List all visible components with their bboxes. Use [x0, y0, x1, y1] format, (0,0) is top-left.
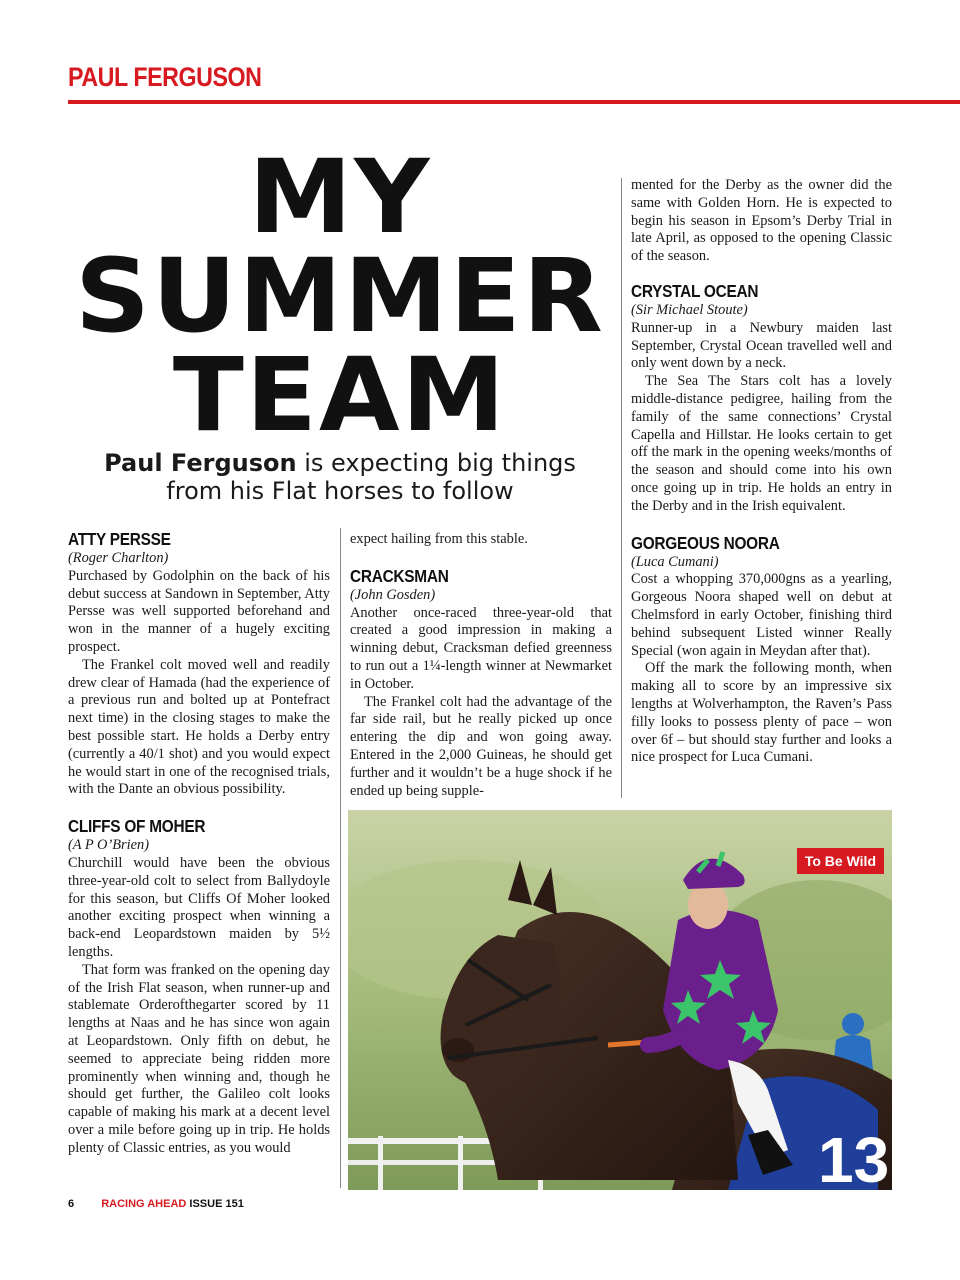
- headline-line: MY: [248, 138, 432, 257]
- standfirst-line-1: is expecting big things: [304, 449, 576, 477]
- column-2: [350, 531, 612, 800]
- body-paragraph-continued: expect hailing from this stable.: [350, 531, 528, 547]
- body-paragraph: Off the mark the following month, when making all to score by an impressive six lengths at Wolverhampton, the Raven’s Pass filly looks to possess plenty of pace – won over 6f – but should stay further and looks a nice prospect for Luca Cumani.: [631, 660, 892, 766]
- standfirst-author: Paul Ferguson: [104, 449, 297, 477]
- horse-name-gorgeous-noora: GORGEOUS NOORA: [631, 532, 780, 553]
- body-paragraph: That form was franked on the opening day of the Irish Flat season, when runner-up and stablemate Orderofthegarter scored by 11 lengths at Naas and he has since won again at Leopardstown. Only fifth on debut, he seemed to appreciate being ridden more prominently when winning and, though he should get further, the Galileo colt looks capable of making his mark at a decent level over a mile before going up in trip. He holds plenty of Classic entries, as you would: [68, 961, 330, 1156]
- column-divider: [621, 178, 622, 798]
- body-paragraph: Runner-up in a Newbury maiden last September, Crystal Ocean travelled well and only went down by a neck.: [631, 319, 892, 372]
- headline: [60, 138, 620, 455]
- horse-photo: [348, 810, 892, 1190]
- body-paragraph: The Frankel colt moved well and readily drew clear of Hamada (had the experience of a previous run and bolted up at Pontefract next time) in the closing stages to make the best possible start. He holds a Derby entry (currently a 40/1 shot) and you would expect he would start in one of the recognised trials, with the Dante an obvious possibility.: [68, 656, 330, 798]
- trainer-cracksman: (John Gosden): [350, 586, 436, 603]
- headline-line: SUMMER: [75, 237, 605, 356]
- trainer-gorgeous-noora: (Luca Cumani): [631, 553, 719, 570]
- column-divider: [340, 528, 341, 1188]
- section-title: PAUL FERGUSON: [68, 62, 262, 92]
- trainer-crystal-ocean: (Sir Michael Stoute): [631, 301, 748, 318]
- trainer-cliffs-of-moher: (A P O’Brien): [68, 837, 149, 854]
- issue-number: ISSUE 151: [189, 1198, 244, 1210]
- body-paragraph: Another once-raced three-year-old that created a good impression in making a winning debut, Cracksman defied greenness to run out a 1¼-length winner at Newmarket in October.: [350, 604, 612, 692]
- body-paragraph-continued: mented for the Derby as the owner did the same with Golden Horn. He is expected to begin his season in Epsom’s Derby Trial in late April, as opposed to the opening Classic of the season.: [631, 177, 892, 265]
- body-paragraph: Churchill would have been the obvious three-year-old colt to select from Ballydoyle for this season, but Cliffs Of Moher looked another exciting prospect when winning a back-end Leopardstown maiden by 5½ lengths.: [68, 854, 330, 960]
- horse-name-crystal-ocean: CRYSTAL OCEAN: [631, 280, 759, 301]
- body-paragraph: The Sea The Stars colt has a lovely middle-distance pedigree, hailing from the family of the same connections’ Crystal Capella and Hillstar. He looks certain to get off the mark in the opening weeks/months of the season and should come into his own once going up in trip. He holds an entry in the Derby and in the Irish equivalent.: [631, 373, 892, 514]
- body-paragraph: Purchased by Godolphin on the back of his debut success at Sandown in September, Atty Persse was well supported beforehand and won in the manner of a hugely exciting prospect.: [68, 567, 330, 655]
- magazine-name: RACING AHEAD: [101, 1198, 187, 1210]
- trainer-atty-persse: (Roger Charlton): [68, 550, 169, 566]
- horse-name-cracksman: CRACKSMAN: [350, 565, 449, 586]
- horse-name-cliffs-of-moher: CLIFFS OF MOHER: [68, 816, 206, 837]
- page-number: 6: [68, 1198, 75, 1210]
- standfirst: [60, 449, 620, 505]
- headline-line: TEAM: [172, 336, 508, 455]
- horse-name-atty-persse: ATTY PERSSE: [68, 529, 171, 549]
- column-1: [68, 528, 330, 1158]
- page-footer: [68, 1198, 244, 1210]
- photo-caption-tag: To Be Wild: [797, 848, 884, 874]
- column-3: [631, 177, 892, 767]
- standfirst-line-2: from his Flat horses to follow: [166, 477, 514, 505]
- title-rule: [68, 100, 960, 104]
- body-paragraph: Cost a whopping 370,000gns as a yearling, Gorgeous Noora shaped well on debut at Chelmsford in early October, finishing third behind subsequent Listed winner Really Special (won again in Meydan after that).: [631, 571, 892, 659]
- body-paragraph: The Frankel colt had the advantage of the far side rail, but he really picked up once entering the dip and won going away. Entered in the 2,000 Guineas, he should get further and it wouldn’t be a huge shock if he ended up being supple-: [350, 693, 612, 799]
- saddle-cloth-number: 13: [818, 1124, 890, 1190]
